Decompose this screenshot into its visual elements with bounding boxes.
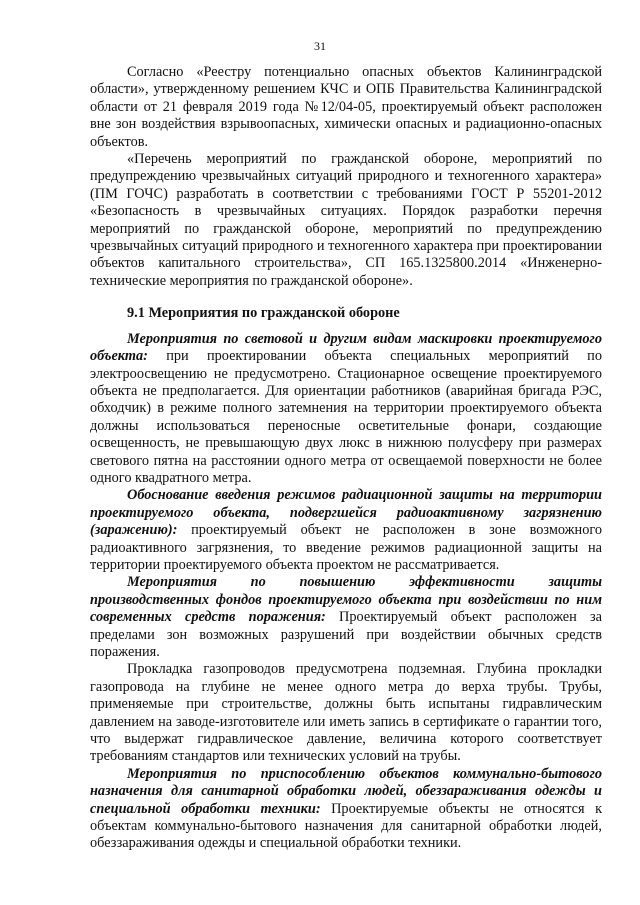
paragraph-masking-text: при проектировании объекта специальных мероприятий по электроосвещению не предусмотрено. Стационарное освещение проектируемого объекта не предполагается. Для ориентации работников (аварийная бригада РЭС, обходчик) в режиме полного затемнения на территории проектируемого объекта должны использоваться переносные осветительные фонари, создающие освещенность, не превышающую двух люкс в нижнюю полусферу при размерах светового пятна на расстоянии одного метра от освещаемой поверхности не более одного квадратного метра.: [90, 348, 602, 486]
paragraph-masking-lead: Мероприятия по световой и другим видам маскировки проектируемого объекта:: [90, 330, 602, 365]
paragraph-pm-gochs: «Перечень мероприятий по гражданской обороне, мероприятий по предупреждению чрезвычайных ситуаций природного и техногенного характера» (ПМ ГОЧС) разработать в соответствии с требованиями ГОСТ Р 55201-2012 «Безопасность в чрезвычайных ситуациях. Порядок разработки перечня мероприятий по гражданской обороне, мероприятий по предупреждению чрезвычайных ситуаций природного и техногенного характера при проектировании объектов капитального строительства», СП 165.1325800.2014 «Инженерно-технические мероприятия по гражданской обороне».: [90, 151, 602, 289]
paragraph-radiation: [90, 487, 602, 574]
paragraph-sanitation-text: Проектируемые объекты не относятся к объектам коммунально-бытового назначения для санитарной обработки людей, обеззараживания одежды и специальной обработки техники.: [90, 800, 603, 852]
paragraph-gas-pipeline: Прокладка газопроводов предусмотрена подземная. Глубина прокладки газопровода на глубине не менее одного метра до верха трубы. Трубы, применяемые при строительстве, должны быть испытаны гидравлическим давлением на заводе-изготовителе или иметь запись в сертификате о гарантии того, что выдержат гидравлическое давление, величина которого соответствует требованиям стандартов или технических условий на трубы.: [90, 661, 602, 765]
paragraph-protection-text: Проектируемый объект расположен за пределами зон возможных разрушений при воздействии обычных средств поражения.: [90, 609, 602, 660]
paragraph-sanitation: [90, 766, 602, 853]
paragraph-protection-lead: Мероприятия по повышению эффективности защиты производственных фондов проектируемого объекта при воздействии по ним современных средств поражения:: [90, 574, 602, 626]
paragraph-sanitation-lead: Мероприятия по приспособлению объектов коммунально-бытового назначения для санитарной обработки людей, обеззараживания одежды и специальной обработки техники:: [90, 765, 602, 817]
document-body: [90, 64, 602, 853]
paragraph-radiation-text: проектируемый объект не расположен в зоне возможного радиоактивного загрязнения, то введение режимов радиационной защиты на территории проектируемого объекта проектом не рассматривается.: [90, 522, 602, 573]
paragraph-radiation-lead: Обоснование введения режимов радиационной защиты на территории проектируемого объекта, подвергшейся радиоактивному загрязнению (заражению):: [90, 487, 602, 539]
paragraph-registry: Согласно «Реестру потенциально опасных объектов Калининградской области», утвержденному решением КЧС и ОПБ Правительства Калининградской области от 21 февраля 2019 года №12/04-05, проектируемый объект расположен вне зон воздействия взрывоопасных, химически опасных и радиационно-опасных объектов.: [90, 64, 602, 150]
paragraph-masking: [90, 331, 602, 488]
section-heading: 9.1 Мероприятия по гражданской обороне: [127, 305, 400, 322]
paragraph-protection: [90, 574, 602, 661]
page-number: 31: [314, 39, 326, 53]
